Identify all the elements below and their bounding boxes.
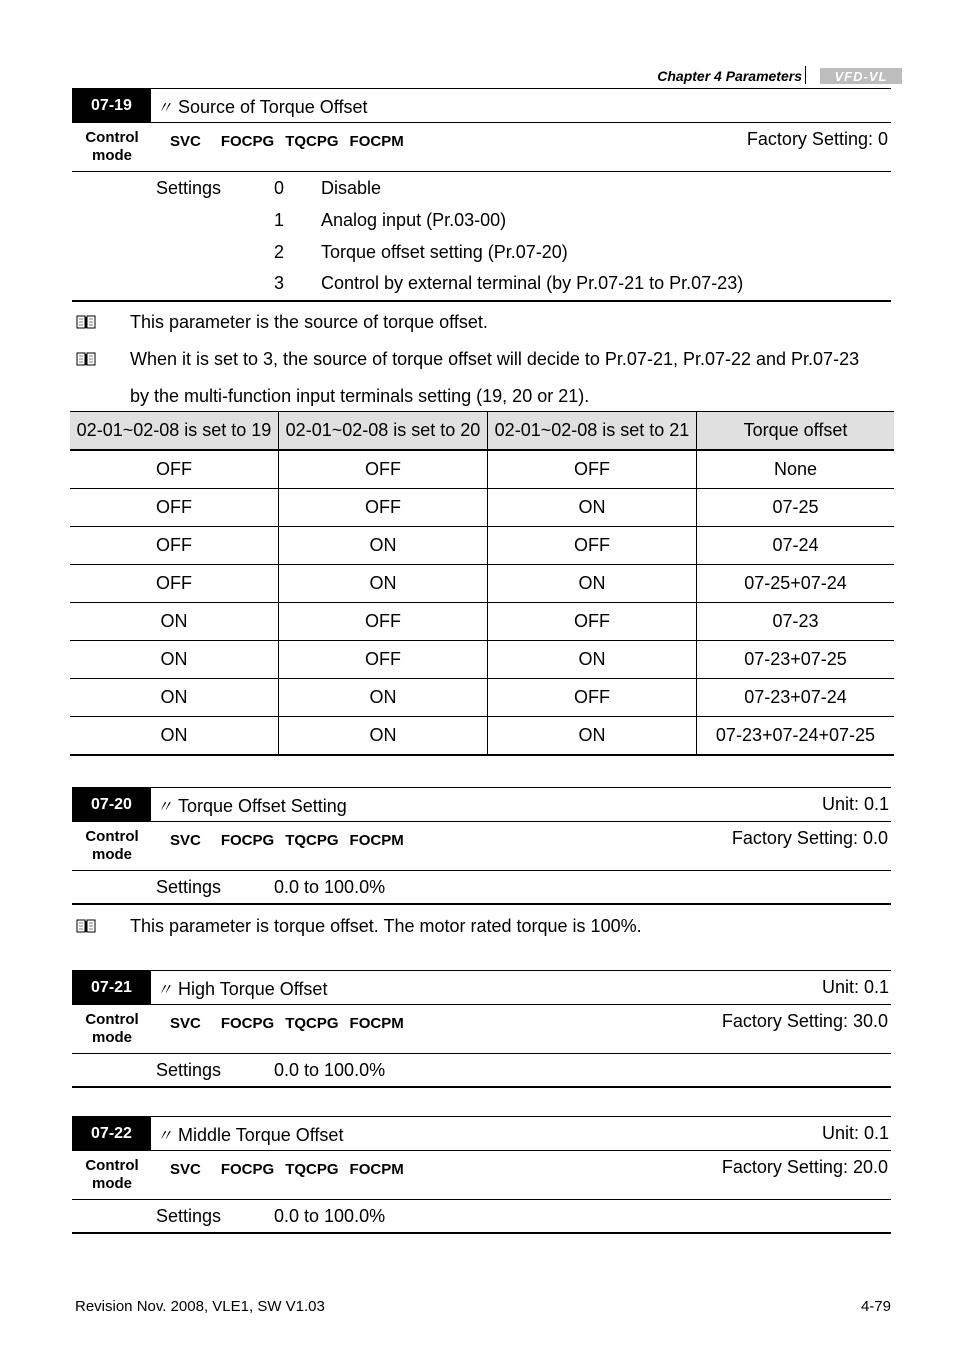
param-07-21 — [72, 970, 891, 1088]
settings-label: Settings — [156, 178, 222, 198]
note-text: by the multi-function input terminals setting (19, 20 or 21). — [130, 386, 590, 406]
table-cell: OFF — [70, 450, 279, 489]
setting-range: 0.0 to 100.0% — [274, 1206, 386, 1226]
param-code: 07-19 — [72, 89, 151, 122]
param-unit: Unit: 0.1 — [821, 794, 889, 814]
param-code: 07-20 — [72, 788, 151, 821]
table-header: Torque offset — [697, 412, 895, 451]
param-07-20 — [72, 787, 891, 905]
settings-label: Settings — [156, 877, 222, 897]
run-edit-icon: 〃 — [156, 100, 176, 117]
table-cell: ON — [488, 641, 697, 679]
table-cell: ON — [70, 717, 279, 756]
footer-revision: Revision Nov. 2008, VLE1, SW V1.03 — [75, 1298, 325, 1315]
run-edit-icon: 〃 — [156, 799, 176, 816]
control-mode-label: Control mode — [85, 828, 139, 863]
settings-label: Settings — [156, 1060, 222, 1080]
mode-focpm: FOCPM — [349, 1015, 404, 1032]
table-row — [70, 717, 894, 756]
setting-desc: Analog input (Pr.03-00) — [321, 210, 507, 230]
param-title-row — [72, 1116, 891, 1151]
table-cell: 07-23+07-24 — [697, 679, 895, 717]
settings-label: Settings — [156, 1206, 222, 1226]
mode-svc: SVC — [170, 133, 201, 150]
table-row — [70, 679, 894, 717]
table-cell: ON — [488, 565, 697, 603]
factory-setting: Factory Setting: 20.0 — [721, 1157, 888, 1177]
param-title-row — [72, 787, 891, 822]
table-cell: 07-25+07-24 — [697, 565, 895, 603]
table-header-row — [70, 412, 894, 451]
header-divider — [805, 66, 806, 84]
mode-focpg: FOCPG — [220, 1015, 275, 1032]
table-cell: OFF — [488, 450, 697, 489]
control-mode-row — [72, 822, 891, 871]
control-mode-label: Control mode — [85, 129, 139, 164]
param-07-19 — [72, 88, 891, 302]
torque-offset-table — [70, 411, 894, 756]
note-text: When it is set to 3, the source of torque offset will decide to Pr.07-21, Pr.07-22 and Pr.07-23 — [130, 349, 860, 369]
mode-focpm: FOCPM — [349, 133, 404, 150]
mode-focpg: FOCPG — [220, 832, 275, 849]
settings-row — [72, 871, 891, 905]
setting-desc: Control by external terminal (by Pr.07-21 to Pr.07-23) — [321, 273, 744, 293]
table-cell: ON — [70, 641, 279, 679]
table-cell: ON — [488, 489, 697, 527]
note-text: This parameter is the source of torque offset. — [130, 312, 488, 332]
param-code: 07-22 — [72, 1117, 151, 1150]
control-mode-row — [72, 1005, 891, 1054]
table-cell: ON — [279, 565, 488, 603]
table-cell: OFF — [70, 565, 279, 603]
table-row — [70, 641, 894, 679]
book-icon — [76, 919, 96, 933]
mode-focpg: FOCPG — [220, 1161, 275, 1178]
run-edit-icon: 〃 — [156, 982, 176, 999]
factory-setting: Factory Setting: 30.0 — [721, 1011, 888, 1031]
table-row — [70, 450, 894, 489]
param-07-22 — [72, 1116, 891, 1234]
setting-desc: Torque offset setting (Pr.07-20) — [321, 242, 568, 262]
table-cell: OFF — [279, 641, 488, 679]
table-cell: ON — [488, 717, 697, 756]
page-number: 4-79 — [860, 1298, 891, 1315]
param-unit: Unit: 0.1 — [821, 1123, 889, 1143]
table-cell: 07-23+07-24+07-25 — [697, 717, 895, 756]
mode-focpm: FOCPM — [349, 832, 404, 849]
setting-range: 0.0 to 100.0% — [274, 877, 386, 897]
chapter-title: Chapter 4 Parameters — [657, 68, 802, 84]
param-name: 〃 Torque Offset Setting — [156, 796, 347, 816]
table-cell: None — [697, 450, 895, 489]
control-mode-row — [72, 123, 891, 172]
table-cell: 07-23+07-25 — [697, 641, 895, 679]
settings-row — [72, 172, 891, 302]
table-cell: OFF — [279, 489, 488, 527]
control-modes — [170, 133, 424, 150]
mode-tqcpg: TQCPG — [285, 133, 339, 150]
setting-num: 0 — [274, 178, 285, 198]
setting-desc: Disable — [321, 178, 382, 198]
note-text: This parameter is torque offset. The motor rated torque is 100%. — [130, 916, 642, 936]
mode-svc: SVC — [170, 832, 201, 849]
table-cell: OFF — [488, 603, 697, 641]
table-cell: OFF — [488, 527, 697, 565]
table-cell: ON — [70, 603, 279, 641]
table-cell: 07-23 — [697, 603, 895, 641]
param-name: 〃 Source of Torque Offset — [156, 97, 368, 117]
param-title-row — [72, 88, 891, 123]
book-icon — [76, 352, 96, 366]
setting-num: 1 — [274, 210, 285, 230]
factory-setting: Factory Setting: 0 — [746, 129, 888, 149]
control-modes — [170, 1161, 424, 1178]
table-cell: ON — [279, 679, 488, 717]
setting-num: 2 — [274, 242, 285, 262]
setting-range: 0.0 to 100.0% — [274, 1060, 386, 1080]
mode-focpg: FOCPG — [220, 133, 275, 150]
mode-svc: SVC — [170, 1161, 201, 1178]
factory-setting: Factory Setting: 0.0 — [731, 828, 888, 848]
table-cell: ON — [279, 717, 488, 756]
param-name: 〃 High Torque Offset — [156, 979, 328, 999]
mode-tqcpg: TQCPG — [285, 1015, 339, 1032]
control-modes — [170, 832, 424, 849]
mode-svc: SVC — [170, 1015, 201, 1032]
table-header: 02-01~02-08 is set to 19 — [70, 412, 279, 451]
table-cell: 07-25 — [697, 489, 895, 527]
vfd-vl-logo: VFD-VL — [820, 68, 902, 84]
mode-tqcpg: TQCPG — [285, 832, 339, 849]
table-header: 02-01~02-08 is set to 21 — [488, 412, 697, 451]
table-row — [70, 565, 894, 603]
table-cell: OFF — [488, 679, 697, 717]
setting-num: 3 — [274, 273, 285, 293]
table-cell: 07-24 — [697, 527, 895, 565]
settings-row — [72, 1054, 891, 1088]
mode-tqcpg: TQCPG — [285, 1161, 339, 1178]
table-cell: ON — [70, 679, 279, 717]
param-name: 〃 Middle Torque Offset — [156, 1125, 344, 1145]
table-cell: OFF — [279, 603, 488, 641]
run-edit-icon: 〃 — [156, 1128, 176, 1145]
mode-focpm: FOCPM — [349, 1161, 404, 1178]
control-mode-label: Control mode — [85, 1157, 139, 1192]
param-title-row — [72, 970, 891, 1005]
control-modes — [170, 1015, 424, 1032]
table-row — [70, 489, 894, 527]
control-mode-label: Control mode — [85, 1011, 139, 1046]
book-icon — [76, 315, 96, 329]
table-cell: OFF — [70, 489, 279, 527]
table-row — [70, 603, 894, 641]
table-cell: OFF — [70, 527, 279, 565]
param-code: 07-21 — [72, 971, 151, 1004]
settings-row — [72, 1200, 891, 1234]
table-cell: OFF — [279, 450, 488, 489]
table-cell: ON — [279, 527, 488, 565]
param-unit: Unit: 0.1 — [821, 977, 889, 997]
table-row — [70, 527, 894, 565]
table-header: 02-01~02-08 is set to 20 — [279, 412, 488, 451]
control-mode-row — [72, 1151, 891, 1200]
